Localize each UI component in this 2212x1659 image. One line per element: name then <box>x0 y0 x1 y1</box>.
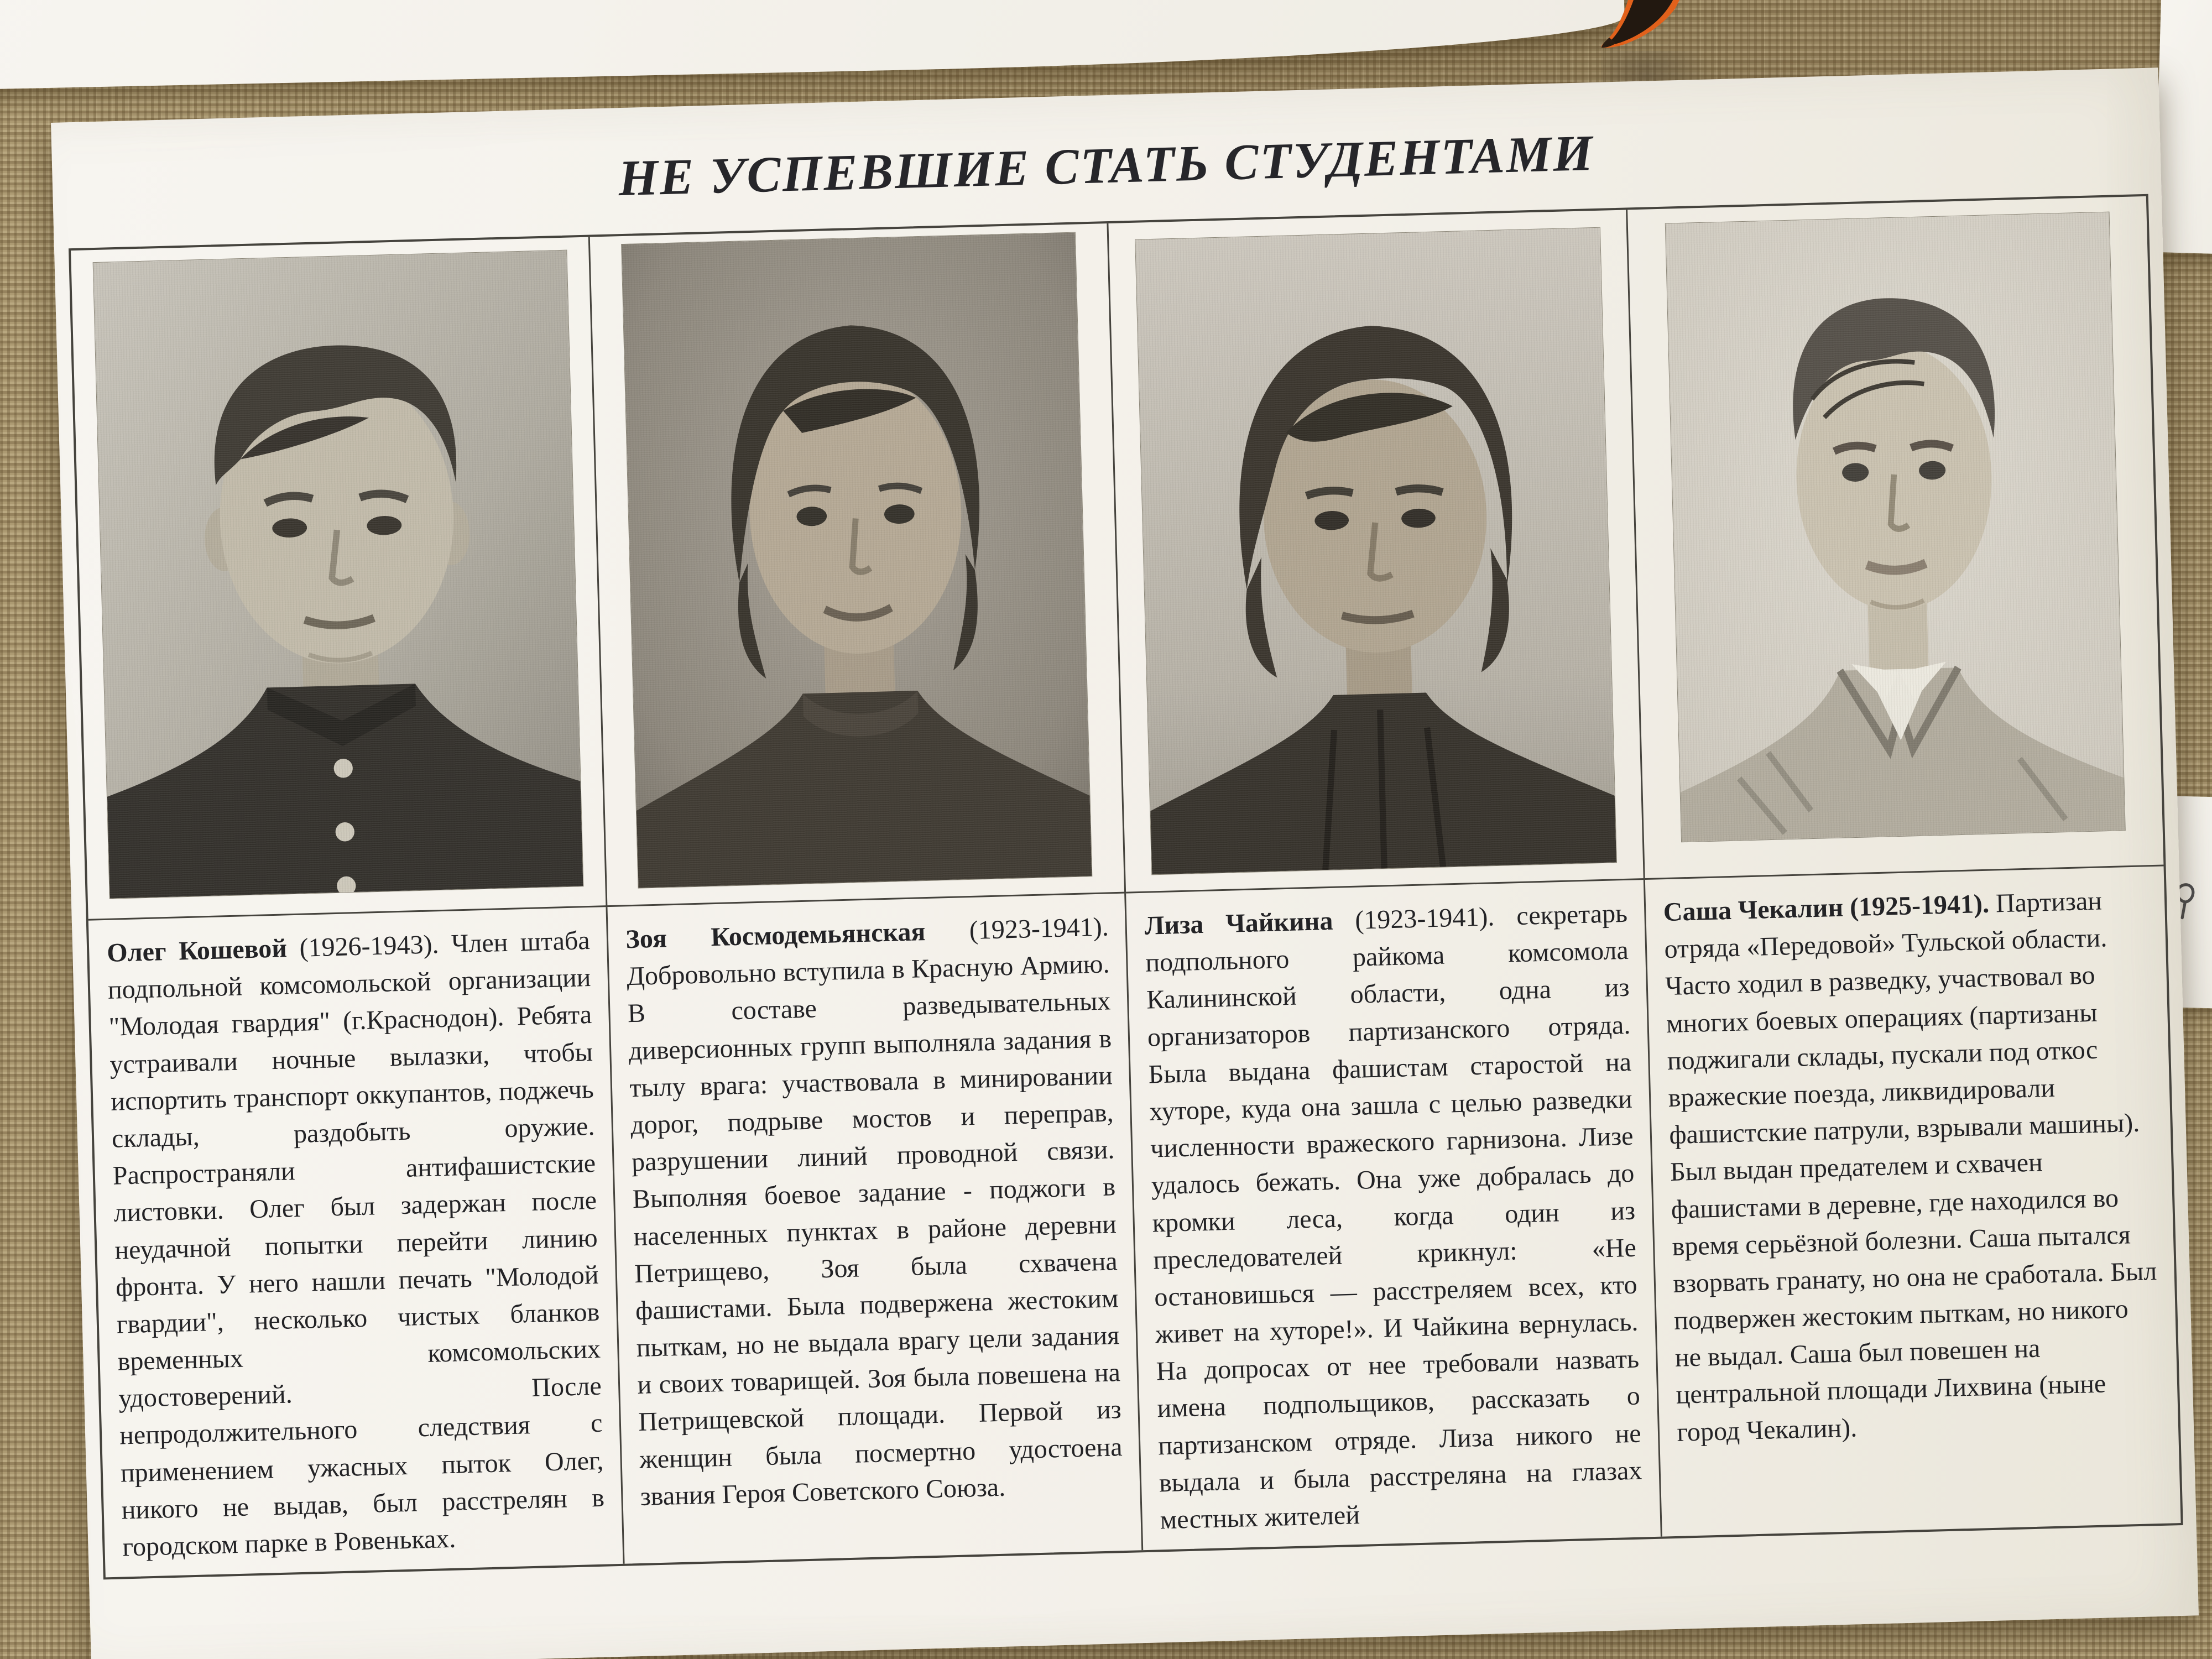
portrait-zoya-kosmodemyanskaya <box>621 232 1092 889</box>
bio-zoya-kosmodemyanskaya <box>607 894 1143 1564</box>
st-george-ribbon-icon <box>1597 0 1708 54</box>
person-dates: (1926-1943). <box>299 930 440 963</box>
bio-sasha-chekalin <box>1645 866 2180 1536</box>
photo-cell-zoya <box>589 223 1126 907</box>
person-bio: Добровольно вступила в Красную Армию. В составе разведывательных диверсионных групп выполняла задания в тылу врага: участвовала в минировании дорог, подрыве мостов и переправ, разрушении линий проводной связи. Выполняя боевое задание - поджоги в населенных пунктах в районе деревни Петрищево, Зоя была схвачена фашистами. Была подвержена жестоким пыткам, но не выдала врагу цели задания и своих товарищей. Зоя была повешена на Петрищевской площади. Первой из женщин была посмертно удостоена звания Героя Советского Союза. <box>626 949 1123 1511</box>
person-dates: (1923-1941). <box>969 912 1109 946</box>
person-dates: (1923-1941). <box>1354 902 1495 935</box>
person-dates: (1925-1941). <box>1849 889 1990 922</box>
person-name: Лиза Чайкина <box>1144 906 1333 941</box>
poster-title: НЕ УСПЕВШИЕ СТАТЬ СТУДЕНТАМИ <box>618 124 1595 207</box>
person-bio: секретарь подпольного райкома комсомола Калининской области, одна из организаторов партизанского отряда. Была выдана фашистам старостой на хуторе, куда она зашла с целью разведки численности вражеского гарнизона. Лизе удалось бежать. Она уже добралась до кромки леса, когда один из преследователей крикнул: «Не остановишься — расстреляем всех, кто живет на хуторе!». И Чайкина вернулась. На допросах от нее требовали назвать имена подпольщиков, рассказать о партизанском отряде. Лиза никого не выдала и была расстреляна на глазах местных жителей <box>1145 898 1642 1535</box>
bio-liza-chaikina <box>1126 880 1662 1550</box>
portrait-oleg-koshevoy <box>92 250 583 899</box>
photo-cell-oleg <box>71 237 607 921</box>
bio-oleg-koshevoy <box>88 907 624 1577</box>
overlapping-paper-top <box>0 0 1625 90</box>
person-name: Саша Чекалин <box>1663 893 1844 927</box>
person-bio: Член штаба подпольной комсомольской организации "Молодая гвардия" (г.Краснодон). Ребята устраивали ночные вылазки, чтобы испортить транспорт оккупантов, поджечь склады, раздобыть оружие. Распространяли антифашистские листовки. Олег был задержан после неудачной попытки перейти линию фронта. У него нашли печать "Молодой гвардии", несколько чистых бланков временных комсомольских удостоверений. После непродолжительного следствия с применением ужасных пыток Олег, никого не выдав, был расстрелян в городском парке в Ровеньках. <box>107 926 605 1562</box>
person-name: Зоя Космодемьянская <box>625 917 926 954</box>
poster-sheet <box>51 67 2199 1659</box>
person-bio: Партизан отряда «Передовой» Тульской области. Часто ходил в разведку, участвовал во многих боевых операциях (партизаны поджигали склады, пускали под откос вражеские поезда, ликвидировали фашистские патрули, взрывали машины). Был выдан предателем и схвачен фашистами в деревне, где находился во время серьёзной болезни. Саша пытался взорвать гранату, но она не сработала. Был подвержен жестоким пыткам, но никого не выдал. Саша был повешен на центральной площади Лихвина (ныне город Чекалин). <box>1663 886 2157 1447</box>
person-name: Олег Кошевой <box>106 933 288 968</box>
photo-cell-liza <box>1108 210 1645 893</box>
heroes-table <box>69 194 2183 1580</box>
photo-cell-sasha <box>1627 196 2164 880</box>
portrait-liza-chaikina <box>1135 227 1617 875</box>
portrait-sasha-chekalin <box>1665 212 2126 843</box>
overlapping-paper-top-right <box>2154 0 2212 254</box>
